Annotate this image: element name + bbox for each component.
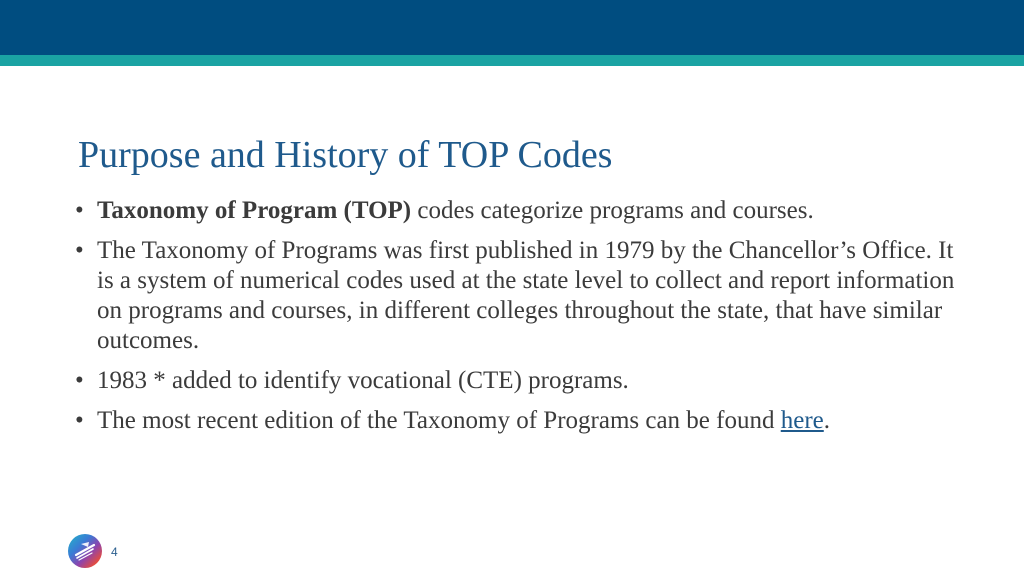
bullet-text: The Taxonomy of Programs was first published in 1979 by the Chancellor’s Office. It is a system of numerical codes used at the state level to collect and report information on programs and courses, in different colleges throughout the state, that have similar outcomes.	[97, 237, 955, 354]
bullet-text: The most recent edition of the Taxonomy of Programs can be found	[97, 407, 781, 434]
bullet-text-end: .	[823, 407, 831, 434]
page-number: 4	[111, 545, 118, 559]
bullet-text: 1983 * added to identify vocational (CTE) programs.	[97, 367, 629, 394]
bullet-marker: •	[75, 367, 84, 394]
bullet-marker: •	[75, 407, 84, 434]
bullet-item-recent-edition	[73, 406, 963, 436]
slide-title: Purpose and History of TOP Codes	[78, 134, 613, 176]
header-accent-stripe	[0, 55, 1024, 66]
bullet-item-top-definition	[73, 196, 963, 226]
bullet-item-1983	[73, 366, 963, 396]
bullet-list	[73, 196, 963, 446]
bullet-marker: •	[75, 197, 84, 224]
bullet-text: codes categorize programs and courses.	[411, 197, 814, 224]
bullet-marker: •	[75, 237, 84, 264]
header-band	[0, 0, 1024, 55]
college-logo-icon	[67, 533, 103, 569]
bullet-item-history	[73, 236, 963, 356]
here-link[interactable]: here	[780, 407, 824, 434]
bullet-bold-term: Taxonomy of Program (TOP)	[97, 197, 412, 224]
